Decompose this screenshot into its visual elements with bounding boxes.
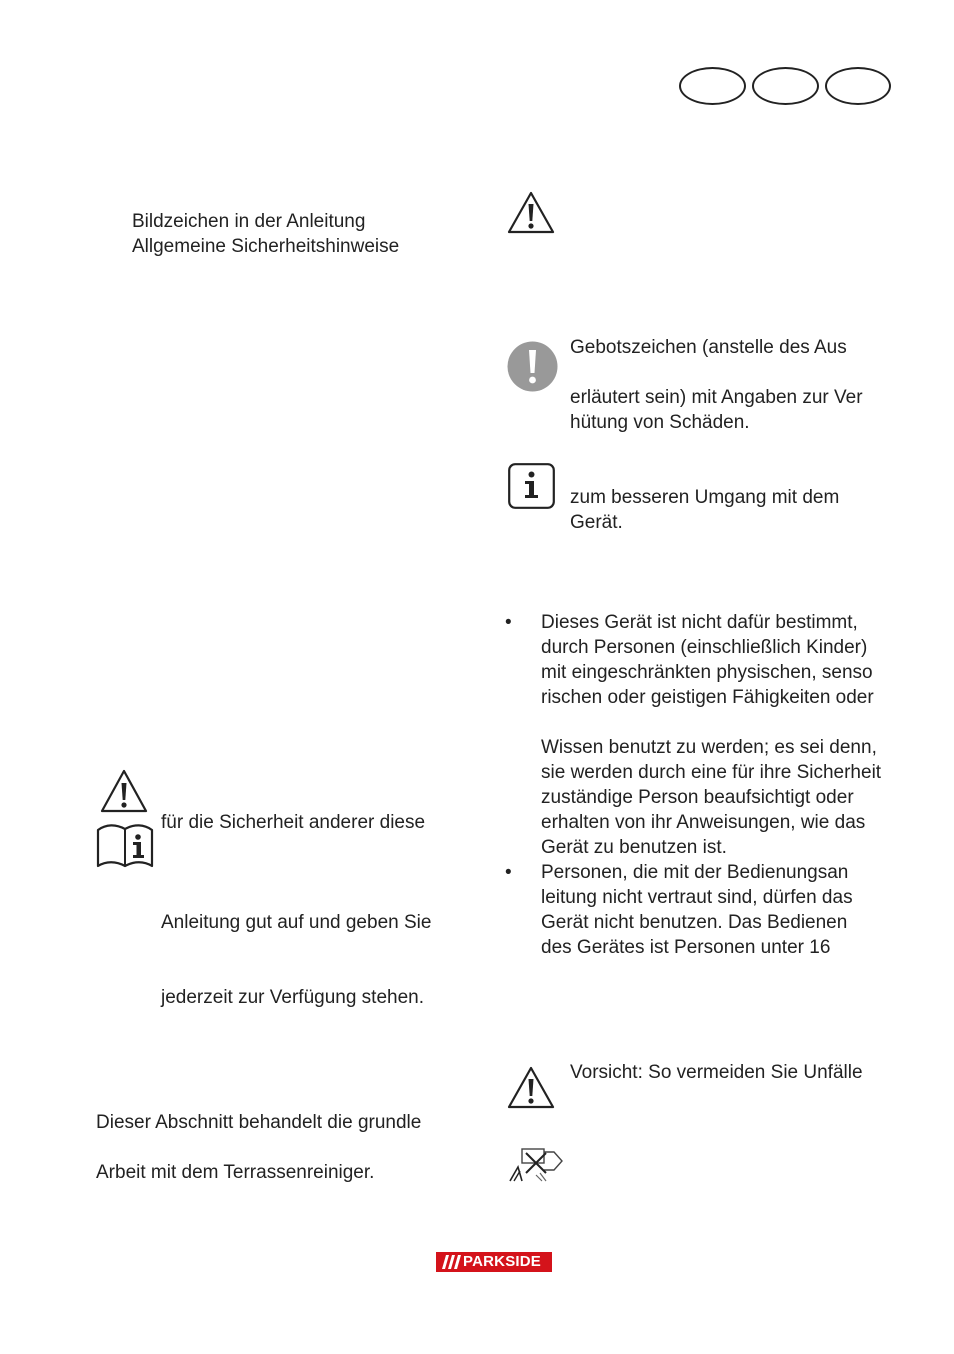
bullet-2-line-4: des Gerätes ist Personen unter 16 (541, 937, 831, 958)
bullet-1-line-2: durch Personen (einschließlich Kinder) (541, 637, 868, 658)
bullet-1-line-9: Gerät zu benutzen ist. (541, 837, 727, 858)
section-intro-line-1: Dieser Abschnitt behandelt die grundle (96, 1112, 422, 1133)
read-manual-line-2: Anleitung gut auf und geben Sie (161, 912, 432, 933)
warning-triangle-icon (507, 1065, 555, 1110)
mandatory-sign-line-2: erläutert sein) mit Angaben zur Ver (570, 387, 863, 408)
bullet-1-line-1: Dieses Gerät ist nicht dafür bestimmt, (541, 612, 858, 633)
logo-stripes-icon (442, 1255, 464, 1269)
info-box-icon (508, 463, 555, 509)
language-oval-3 (825, 67, 891, 105)
section-intro-line-2: Arbeit mit dem Terrassenreiniger. (96, 1162, 375, 1183)
read-manual-icon (96, 822, 154, 869)
language-oval-1 (679, 67, 746, 105)
read-manual-line-1: für die Sicherheit anderer diese (161, 812, 426, 833)
bullet-2-marker: • (505, 862, 512, 883)
mandatory-sign-line-1: Gebotszeichen (anstelle des Aus (570, 337, 847, 358)
info-sign-line-2: Gerät. (570, 512, 623, 533)
warning-triangle-icon (99, 768, 149, 814)
parkside-logo (436, 1252, 552, 1272)
warning-triangle-icon (507, 190, 555, 235)
brand-name: PARKSIDE (463, 1253, 541, 1270)
caution-heading: Vorsicht: So vermeiden Sie Unfälle (570, 1062, 863, 1083)
bullet-2-line-1: Personen, die mit der Bedienungsan (541, 862, 849, 883)
read-manual-line-3: jederzeit zur Verfügung stehen. (161, 987, 425, 1008)
general-safety-heading: Allgemeine Sicherheitshinweise (132, 236, 400, 257)
bullet-1-line-8: erhalten von ihr Anweisungen, wie das (541, 812, 866, 833)
mandatory-sign-line-3: hütung von Schäden. (570, 412, 750, 433)
exclamation-circle-icon (507, 341, 558, 392)
bullet-1-line-3: mit eingeschränkten physischen, senso (541, 662, 873, 683)
bullet-1-line-7: zuständige Person beaufsichtigt oder (541, 787, 854, 808)
no-persons-in-area-icon (508, 1143, 564, 1183)
bullet-1-line-4: rischen oder geistigen Fähigkeiten oder (541, 687, 874, 708)
bullet-1-marker: • (505, 612, 512, 633)
bullet-2-line-3: Gerät nicht benutzen. Das Bedienen (541, 912, 848, 933)
bullet-2-line-2: leitung nicht vertraut sind, dürfen das (541, 887, 853, 908)
symbols-heading: Bildzeichen in der Anleitung (132, 211, 366, 232)
info-sign-line-1: zum besseren Umgang mit dem (570, 487, 840, 508)
language-oval-2 (752, 67, 819, 105)
bullet-1-line-5: Wissen benutzt zu werden; es sei denn, (541, 737, 877, 758)
bullet-1-line-6: sie werden durch eine für ihre Sicherheit (541, 762, 882, 783)
